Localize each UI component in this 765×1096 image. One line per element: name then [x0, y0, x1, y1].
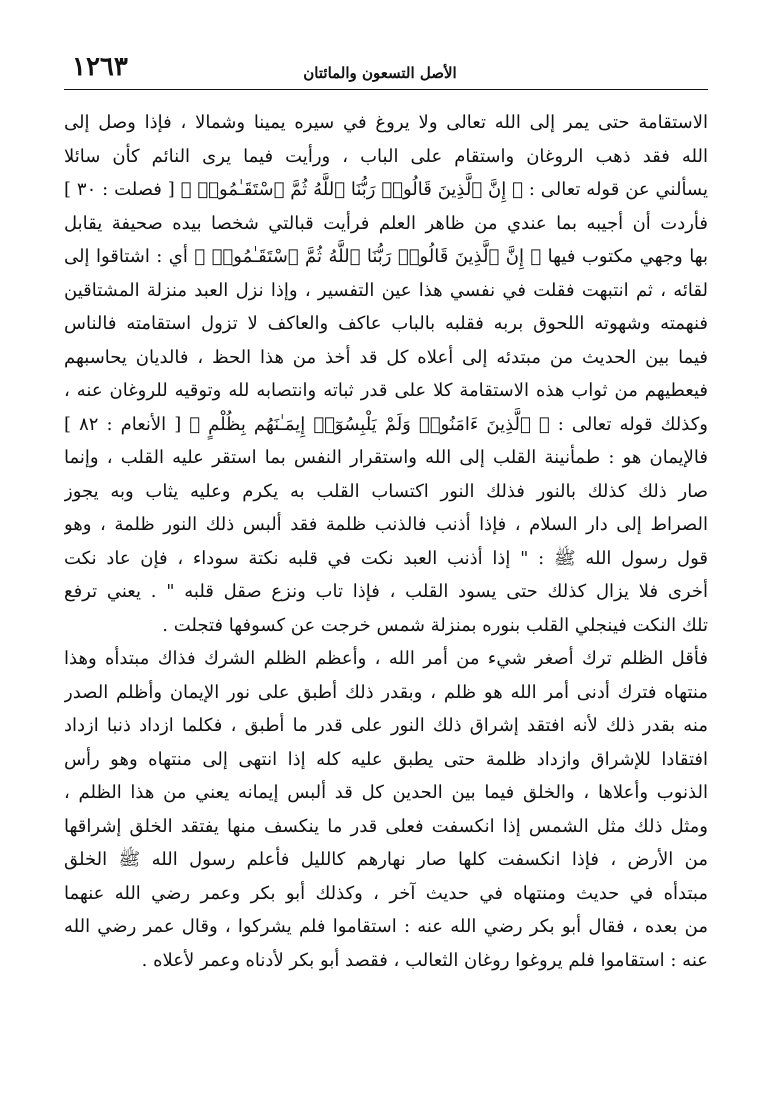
text-line: فالإيمان هو : طمأنينة القلب إلى الله واستقرار النفس بما استقر عليه القلب ، وإنما [64, 447, 708, 468]
text-line: تلك النكت فينجلي القلب بنوره بمنزلة شمس خرجت عن كسوفها فتجلت . [162, 614, 708, 636]
text-line: فنهمته وشهوته اللحوق بربه فقلبه بالباب عاكف والعاكف لا تزول استقامته فالناس [64, 313, 708, 334]
header-rule [64, 89, 708, 90]
text-line: منه بقدر ذلك لأنه افتقد إشراق ذلك النور على قدر ما أطبق ، فكلما ازداد ذنبا ازداد [64, 715, 708, 736]
text-line: صار ذلك كذلك بالنور فذلك النور اكتساب القلب به يكرم وعليه يثاب وبه يجوز [64, 480, 708, 502]
text-line: ومثل ذلك مثل الشمس إذا انكسفت فعلى قدر ما ينكسف منها يفتقد الخلق إشراقها [64, 815, 708, 837]
text-line: وكذلك قوله تعالى : ﴿ ٱلَّذِينَ ءَامَنُوا۟ وَلَمْ يَلْبِسُوٓا۟ إِيمَـٰنَهُم بِظُلْمٍ ﴾ [ الأنعام : ٨٢ ] [64, 413, 708, 435]
text-line: فأردت أن أجيبه بما عندي من ظاهر العلم فرأيت قبالتي شخصا بيده صحيفة يقابل [64, 212, 708, 234]
running-title: الأصل التسعون والمائتان [303, 64, 457, 82]
text-line: افتقادا للإشراق وازداد ظلمة حتى يطبق عليه كله إذا انتهى إلى منتهاه وهو رأس [64, 748, 708, 770]
text-line: الذنوب وأعلاها ، والخلق فيما بين الحدين كل قد ألبس إيمانه يعني من هذا الظلم ، [64, 782, 708, 803]
text-line: فيعطيهم من ثواب هذه الاستقامة كلا على قدر ثباته وانتصابه لله وتوقيه للروغان عنه ، [64, 380, 708, 401]
text-line: الاستقامة حتى يمر إلى الله تعالى ولا يروغ في سيره يمينا وشمالا ، فإذا وصل إلى [64, 112, 708, 133]
text-line: فأقل الظلم ترك أصغر شيء من أمر الله ، وأعظم الظلم الشرك فذاك مبتدأه وهذا [64, 648, 708, 669]
text-line: فيما بين الحديث من مبتدئه إلى أعلاه كل قد أخذ من هذا الحظ ، فالديان يحاسبهم [64, 346, 708, 368]
text-line: الصراط إلى دار السلام ، فإذا أذنب فالذنب ظلمة فقد ألبس ذلك النور ظلمة ، وهو [64, 514, 708, 535]
text-line: منتهاه فترك أدنى أمر الله هو ظلم ، وبقدر ذلك أطبق على نور الإيمان وأظلم الصدر [64, 681, 708, 703]
text-line: من الأرض ، فإذا انكسفت كلها صار نهارهم كالليل فأعلم رسول الله ﷺ الخلق [64, 849, 708, 870]
text-line: أخرى فلا يزال كذلك حتى يسود القلب ، فإذا تاب ونزع صقل قلبه " . يعني ترفع [64, 581, 708, 602]
text-line: مبتدأه في حديث ومنتهاه في حديث آخر ، وكذلك أبو بكر وعمر رضي الله عنهما [64, 882, 708, 904]
text-line: عنه : استقاموا فلم يروغوا روغان الثعالب ، فقصد أبو بكر لأدناه وعمر لأعلاه . [141, 949, 708, 971]
text-line: لقائه ، ثم انتبهت فقلت في نفسي هذا عين التفسير ، وإذا نزل العبد منزلة المشتاقين [64, 279, 708, 301]
text-line: من بعده ، فقال أبو بكر رضي الله عنه : استقاموا فلم يشركوا ، وقال عمر رضي الله [64, 916, 708, 937]
text-line: قول رسول الله ﷺ : " إذا أذنب العبد نكت في قلبه نكتة سوداء ، فإن عاد نكت [64, 547, 708, 569]
text-line: يسألني عن قوله تعالى : ﴿ إِنَّ ٱلَّذِينَ قَالُوا۟ رَبُّنَا ٱللَّهُ ثُمَّ ٱسْتَقَـٰمُوا۟ ﴾ [ فصلت : ٣٠ ] [64, 179, 708, 200]
body-text [64, 106, 708, 977]
text-line: بها وجهي مكتوب فيها ﴿ إِنَّ ٱلَّذِينَ قَالُوا۟ رَبُّنَا ٱللَّهُ ثُمَّ ٱسْتَقَـٰمُوا۟ ﴾ أي : اشتاقوا إلى [64, 246, 708, 267]
page-number: ١٢٦٣ [72, 52, 128, 82]
text-line: الله فقد ذهب الروغان واستقام على الباب ، ورأيت فيما يرى النائم كأن سائلا [64, 145, 708, 167]
